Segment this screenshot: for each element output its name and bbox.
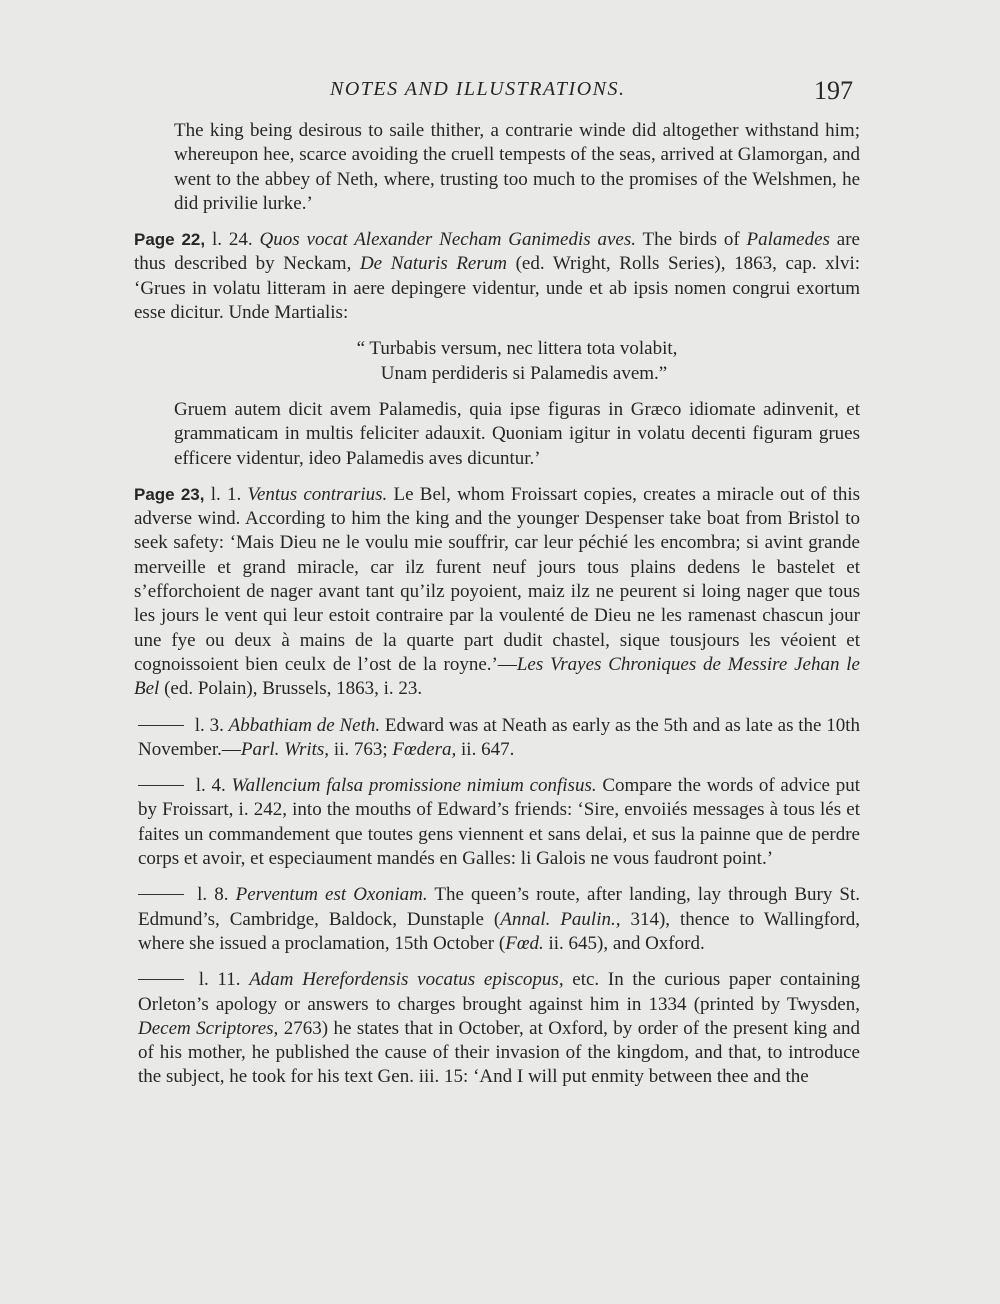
verse-quotation	[174, 337, 860, 386]
page-body	[134, 119, 861, 1102]
entry-text: are thus described by Neckam,	[134, 229, 860, 275]
entry-page-ref: Page 23,	[134, 484, 205, 504]
entry-lemma: Wallencium falsa promissione nimium confisus.	[231, 775, 597, 797]
note-entry-page-23	[134, 483, 860, 702]
entry-text: Compare the words of advice put by Froissart, i. 242, into the mouths of Edward’s friends: ‘Sire, envoiiés messages à tous lés et faites un commandement que toutes gens viennent et sans delai, et sus la painne que de perdre corps et avoir, et especiaument mandés en Galles: li Galois ne vous faudront point.’	[138, 775, 860, 870]
entry-text: (ed. Wright, Rolls Series), 1863, cap. xlvi: ‘Grues in volatu litteram in aere depingere videntur, unde et ab ipsis nomen congrui exortum esse dicitur. Unde Martialis:	[134, 253, 861, 324]
entry-text: (ed. Polain), Brussels, 1863, i. 23.	[164, 678, 423, 700]
entry-italic: Parl. Writs,	[240, 738, 330, 760]
entry-text: ii. 645), and Oxford.	[548, 932, 705, 954]
entry-line-ref: l. 11.	[198, 969, 241, 991]
entry-lemma: Ventus contrarius.	[247, 483, 388, 505]
note-entry-line-4	[138, 774, 860, 871]
paragraph-text: Gruem autem dicit avem Palamedis, quia ipse figuras in Græco idiomate adinvenit, et grammaticam in multis feliciter adauxit. Quoniam igitur in volatu decenti figuram grues efficere videntur, ideo Palamedis aves dicuntur.’	[174, 398, 860, 469]
page-header	[0, 74, 1000, 110]
entry-italic: De Naturis Rerum	[359, 253, 507, 275]
entry-italic: Palamedes	[746, 229, 830, 251]
entry-text: etc. In the curious paper containing Orleton’s apology or answers to charges brought against him in 1334 (printed by Twysden,	[138, 969, 861, 1015]
paragraph-continuation	[174, 398, 860, 471]
ditto-dash	[138, 725, 184, 726]
entry-lemma: Perventum est Oxoniam.	[235, 884, 428, 906]
note-entry-line-3	[138, 714, 860, 763]
entry-text: Le Bel, whom Froissart copies, creates a miracle out of this adverse wind. According to him the king and the younger Despenser take boat from Bristol to seek safety: ‘Mais Dieu ne le voulu mie souffrir, car leur péchié les encombra; si avint grande merveille et grand miracle, car ilz furent neuf jours tous plains dedens le bastelet et s’efforchoient de nager avant tant qu’ilz poyoient, maiz ilz ne peurent si loing nager que tous les jours le vent qui leur estoit contraire par la voulenté de Dieu ne les ramenast chascun jour une fye ou deux à mains de la quarte part dudit chastel, sique tousjours les véoient et cognoissoient bien ceulx de l’ost de la royne.’—	[134, 483, 861, 675]
entry-lemma: Quos vocat Alexander Necham Ganimedis aves.	[259, 229, 636, 251]
note-entry-line-8	[138, 883, 860, 956]
note-entry-line-11	[138, 968, 860, 1089]
entry-line-ref: l. 1.	[210, 483, 242, 505]
entry-italic: Decem Scriptores,	[138, 1017, 279, 1039]
entry-line-ref: l. 3.	[194, 714, 224, 736]
entry-text: The birds of	[642, 229, 740, 251]
paragraph-text: The king being desirous to saile thither, a contrarie winde did altogether withstand him; whereupon hee, scarce avoiding the cruell tempests of the seas, arrived at Glamorgan, and went to the abbey of Neth, where, trusting too much to the promises of the Welshmen, he did privilie lurke.’	[174, 120, 860, 214]
entry-text: Edward was at Neath as early as the 5th and as late as the 10th November.—	[138, 714, 861, 760]
entry-italic: Les Vrayes Chroniques de Messire Jehan le Bel	[134, 653, 860, 700]
entry-text: ii. 763;	[333, 738, 388, 760]
entry-text: 2763) he states that in October, at Oxford, by order of the present king and of his mother, he published the cause of their invasion of the kingdom, and that, to introduce the subject, he took for his text Gen. iii. 15: ‘And I will put enmity between thee and the	[138, 1017, 860, 1088]
paragraph-quotation-end	[174, 119, 860, 216]
entry-line-ref: l. 8.	[197, 884, 229, 906]
ditto-dash	[138, 894, 184, 895]
running-title: NOTES AND ILLUSTRATIONS.	[330, 78, 626, 100]
ditto-dash	[138, 979, 184, 980]
entry-text: 314), thence to Wallingford, where she issued a proclamation, 15th October (	[138, 908, 860, 954]
entry-italic: Annal. Paulin.,	[500, 908, 621, 930]
entry-lemma: Adam Herefordensis vocatus episcopus,	[249, 969, 564, 991]
entry-italic: Fœdera,	[392, 738, 457, 760]
entry-lemma: Abbathiam de Neth.	[228, 714, 381, 736]
entry-italic: Fœd.	[505, 932, 544, 954]
entry-text: ii. 647.	[461, 738, 515, 760]
verse-line-2: Unam perdideris si Palamedis avem.”	[380, 362, 668, 384]
entry-page-ref: Page 22,	[134, 230, 206, 250]
verse-line-1: “ Turbabis versum, nec littera tota volabit,	[356, 338, 678, 360]
note-entry-page-22	[134, 228, 860, 325]
ditto-dash	[138, 785, 184, 786]
entry-line-ref: l. 24.	[212, 229, 253, 251]
page-number: 197	[814, 76, 853, 105]
entry-line-ref: l. 4.	[195, 775, 226, 797]
entry-text: The queen’s route, after landing, lay through Bury St. Edmund’s, Cambridge, Baldock, Dunstaple (	[138, 884, 861, 930]
